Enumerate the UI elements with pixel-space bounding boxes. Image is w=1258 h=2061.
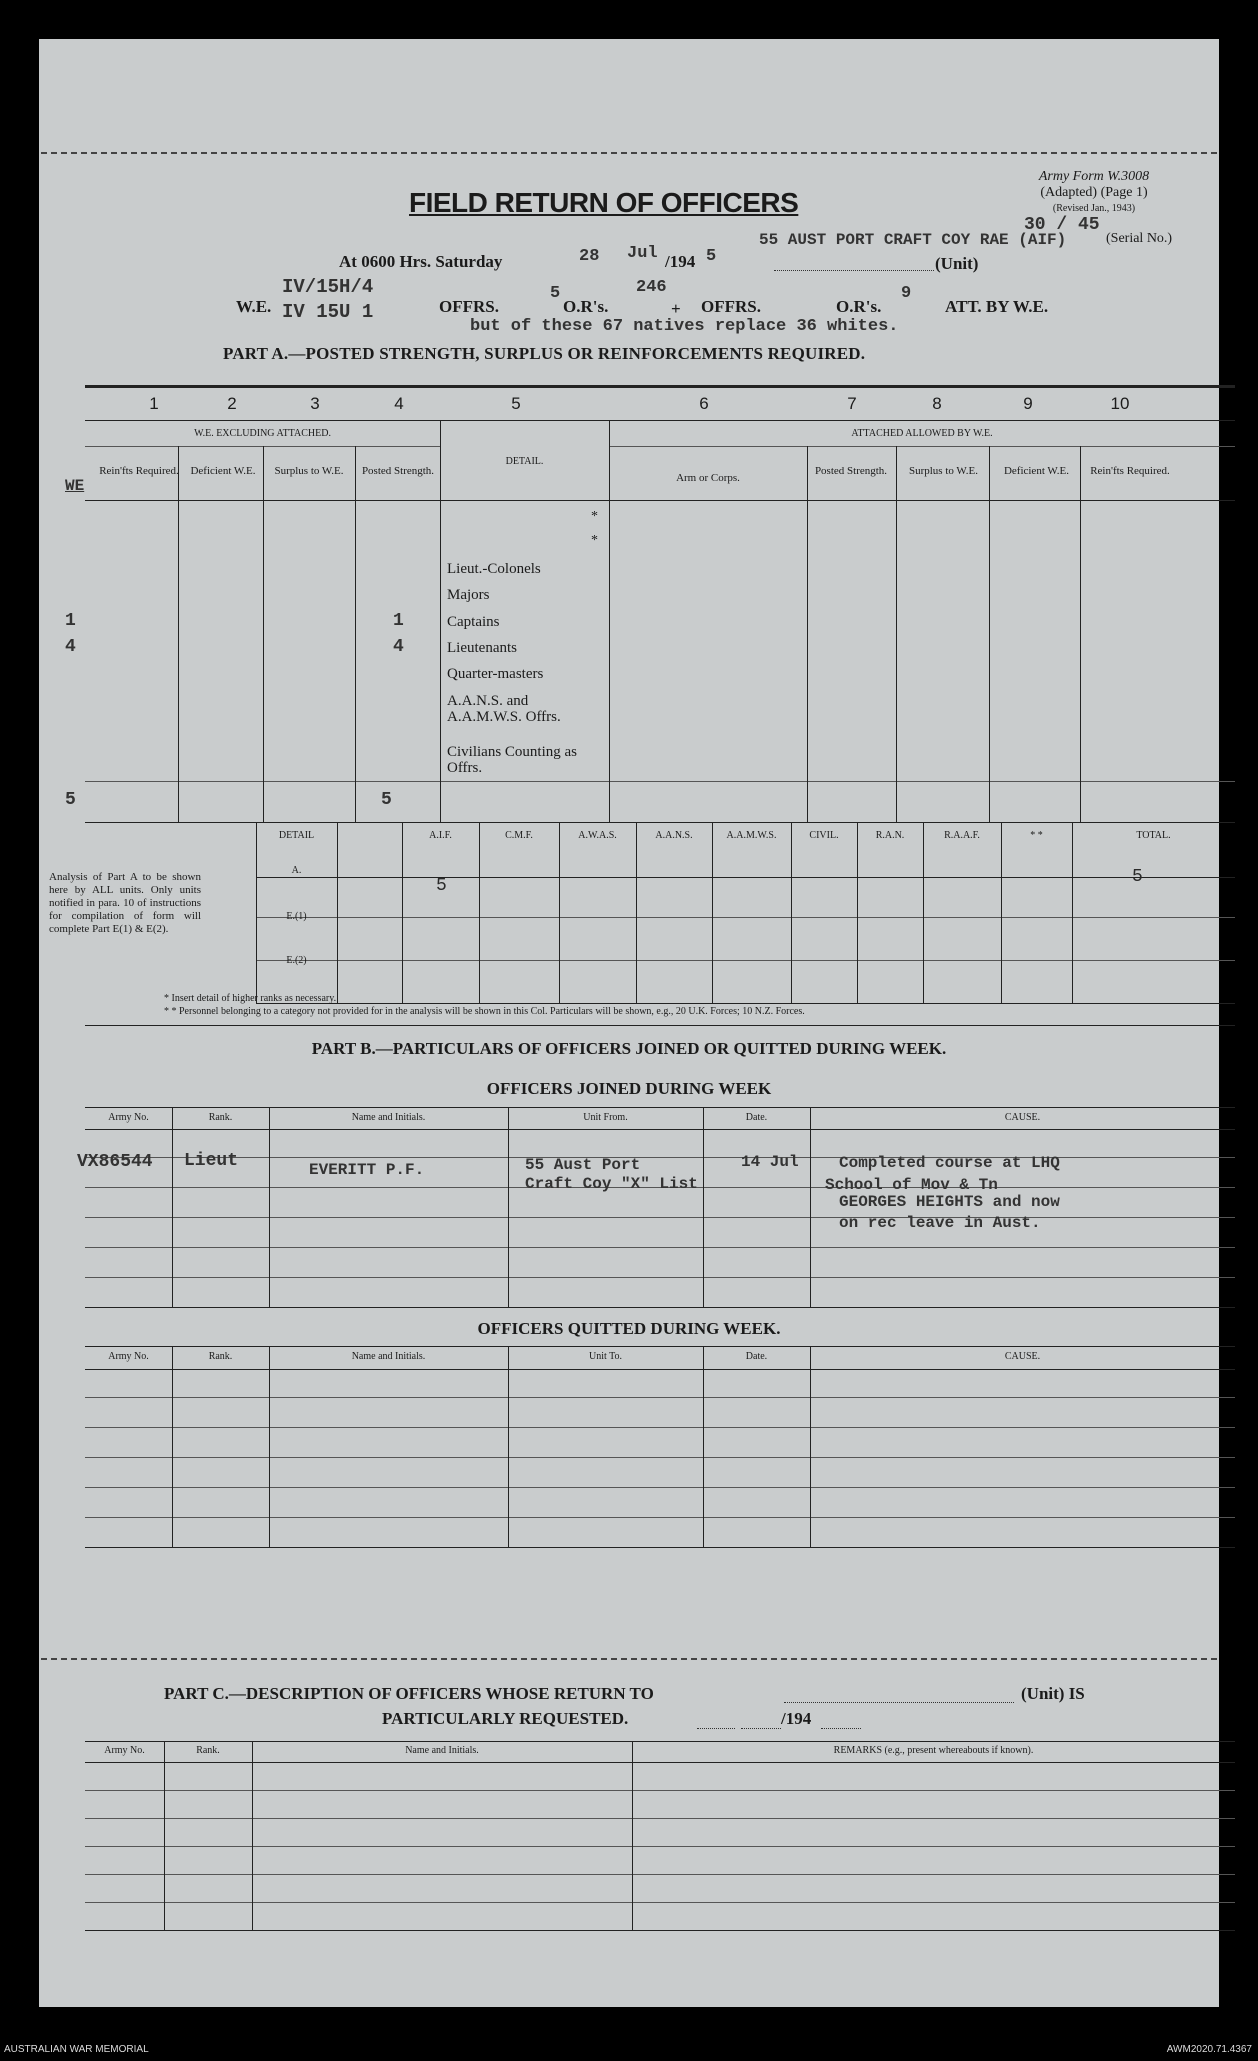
joined-heading: OFFICERS JOINED DURING WEEK	[486, 1079, 772, 1098]
table-rule	[85, 1247, 1235, 1248]
part-c-particularly-requested: PARTICULARLY REQUESTED.	[382, 1709, 629, 1728]
table-column-rule	[636, 823, 637, 1003]
we-handwritten-mark: WE	[65, 477, 85, 495]
analysis-aif-header: A.I.F.	[429, 830, 452, 841]
joined-army-no-header: Army No.	[108, 1112, 149, 1123]
table-column-rule	[172, 1107, 173, 1307]
natives-note: but of these 67 natives replace 36 whites.	[470, 317, 899, 336]
we-label: W.E.	[236, 297, 272, 316]
captains-reinforcements: 1	[65, 611, 76, 631]
table-rule	[85, 1217, 1235, 1218]
table-column-rule	[807, 446, 808, 822]
table-column-rule	[440, 420, 441, 822]
table-column-rule	[810, 1346, 811, 1547]
table-column-rule	[337, 823, 338, 1003]
table-rule	[256, 1003, 1235, 1004]
rank-majors: Majors	[447, 587, 490, 603]
analysis-ran-header: R.A.N.	[875, 830, 905, 841]
quitted-heading: OFFICERS QUITTED DURING WEEK.	[477, 1319, 781, 1338]
footnote-higher-ranks: * Insert detail of higher ranks as necessary.	[164, 993, 337, 1004]
table-column-rule	[923, 823, 924, 1003]
table-rule	[85, 1790, 1235, 1791]
table-column-rule	[508, 1107, 509, 1307]
part-c-rank-header: Rank.	[196, 1745, 220, 1756]
attached-posted-strength-header: Posted Strength.	[814, 465, 888, 477]
col-number: 1	[149, 394, 159, 413]
table-column-rule	[269, 1346, 270, 1547]
table-column-rule	[164, 1741, 165, 1930]
higher-rank-asterisk: *	[591, 533, 598, 548]
table-rule	[85, 1547, 1235, 1548]
table-column-rule	[857, 823, 858, 1003]
table-rule	[85, 1157, 1235, 1158]
ors-value: 246	[636, 278, 667, 297]
captains-posted: 1	[393, 611, 404, 631]
attached-surplus-header: Surplus to W.E.	[908, 465, 979, 477]
joined-cause-line-4: on rec leave in Aust.	[839, 1214, 1041, 1232]
col-number: 8	[932, 394, 942, 413]
ors-label-2: O.R's.	[836, 297, 882, 316]
unit-dotted-line	[774, 270, 934, 271]
part-c-year-label: /194	[781, 1709, 812, 1728]
surplus-header: Surplus to W.E.	[274, 465, 344, 477]
table-column-rule	[1080, 446, 1081, 822]
table-rule	[85, 1346, 1235, 1347]
quitted-unit-to-header: Unit To.	[588, 1351, 622, 1362]
joined-cause-line-1: Completed course at LHQ	[839, 1154, 1060, 1172]
we-excluding-header: W.E. EXCLUDING ATTACHED.	[194, 428, 331, 439]
table-rule	[85, 1846, 1235, 1847]
table-column-rule	[712, 823, 713, 1003]
part-c-month-dotted-line	[741, 1728, 781, 1729]
joined-unit-line-2: Craft Coy "X" List	[525, 1175, 698, 1193]
joined-unit-from-header: Unit From.	[583, 1112, 628, 1123]
analysis-cmf-header: C.M.F.	[505, 830, 533, 841]
col-number: 9	[1023, 394, 1033, 413]
we-value-1: IV/15H/4	[282, 276, 374, 298]
date-year-prefix: /194	[665, 252, 696, 271]
perforation-top	[41, 152, 1217, 154]
table-column-rule	[791, 823, 792, 1003]
rank-captains: Captains	[447, 614, 500, 630]
part-b-heading: PART B.—PARTICULARS OF OFFICERS JOINED OR QUITTED DURING WEEK.	[311, 1039, 947, 1058]
arm-or-corps-header: Arm or Corps.	[676, 472, 740, 484]
table-column-rule	[508, 1346, 509, 1547]
table-rule	[85, 1457, 1235, 1458]
part-c-heading: PART C.—DESCRIPTION OF OFFICERS WHOSE RETURN TO	[164, 1684, 654, 1703]
attached-deficient-header: Deficient W.E.	[1003, 465, 1070, 477]
col-number: 6	[699, 394, 709, 413]
table-column-rule	[896, 446, 897, 822]
analysis-detail-header: DETAIL	[278, 830, 315, 841]
rank-quarter-masters: Quarter-masters	[447, 666, 544, 682]
joined-cause-line-2: School of Mov & Tn	[825, 1176, 998, 1194]
date-year-suffix: 5	[706, 247, 717, 266]
table-rule	[85, 1517, 1235, 1518]
part-c-army-no-header: Army No.	[104, 1745, 145, 1756]
revised-note: (Revised Jan., 1943)	[1052, 203, 1136, 214]
analysis-row-e1: E.(1)	[286, 911, 307, 922]
lieutenants-reinforcements: 4	[65, 637, 76, 657]
analysis-aamws-header: A.A.M.W.S.	[726, 830, 777, 841]
joined-rank-header: Rank.	[208, 1112, 233, 1123]
table-rule	[85, 1397, 1235, 1398]
footer-accession-number: AWM2020.71.4367	[1166, 2044, 1252, 2055]
rank-civilians: Civilians Counting as Offrs.	[447, 744, 578, 776]
table-column-rule	[989, 446, 990, 822]
date-day: 28	[579, 247, 600, 266]
table-column-rule	[172, 1346, 173, 1547]
analysis-awas-header: A.W.A.S.	[578, 830, 617, 841]
at-time-label: At 0600 Hrs. Saturday	[339, 252, 503, 271]
quitted-cause-header: CAUSE.	[1004, 1351, 1041, 1362]
table-column-rule	[355, 446, 356, 822]
unit-label: (Unit)	[935, 254, 979, 273]
table-rule	[609, 446, 1235, 447]
we-value-2: IV 15U 1	[282, 301, 374, 323]
table-rule	[85, 1874, 1235, 1875]
analysis-note: Analysis of Part A to be shown here by ALL units. Only units notified in para. 10 of instructions for compilation of form will complete Part E(1) & E(2).	[49, 871, 201, 935]
total-reinforcements: 5	[65, 790, 76, 810]
higher-rank-asterisk: *	[591, 509, 598, 524]
table-rule	[85, 1307, 1235, 1308]
adapted-note: (Adapted) (Page 1)	[1040, 185, 1148, 200]
section-divider	[85, 1025, 1235, 1026]
table-rule	[85, 1369, 1235, 1370]
part-c-unit-label: (Unit) IS	[1021, 1684, 1085, 1703]
quitted-date-header: Date.	[745, 1351, 768, 1362]
table-rule	[85, 1818, 1235, 1819]
joined-name-header: Name and Initials.	[351, 1112, 426, 1123]
quitted-name-header: Name and Initials.	[351, 1351, 426, 1362]
joined-rank: Lieut	[184, 1151, 239, 1171]
table-column-rule	[1001, 823, 1002, 1003]
table-column-rule	[632, 1741, 633, 1930]
analysis-raaf-header: R.A.A.F.	[944, 830, 980, 841]
posted-strength-header: Posted Strength.	[361, 465, 435, 477]
unit-value: 55 AUST PORT CRAFT COY RAE (AIF)	[759, 231, 1067, 249]
quitted-army-no-header: Army No.	[108, 1351, 149, 1362]
table-rule	[85, 500, 1235, 501]
table-column-rule	[402, 823, 403, 1003]
table-column-rule	[559, 823, 560, 1003]
table-column-rule	[479, 823, 480, 1003]
table-rule	[85, 1902, 1235, 1903]
table-column-rule	[269, 1107, 270, 1307]
perforation-bottom	[41, 1658, 1217, 1660]
quitted-rank-header: Rank.	[208, 1351, 233, 1362]
table-column-rule	[810, 1107, 811, 1307]
total-posted: 5	[381, 790, 392, 810]
ors-label: O.R's.	[563, 297, 609, 316]
joined-date-header: Date.	[745, 1112, 768, 1123]
col-number: 7	[847, 394, 857, 413]
joined-name: EVERITT P.F.	[309, 1161, 425, 1179]
table-column-rule	[703, 1346, 704, 1547]
form-page	[39, 39, 1219, 2007]
serial-label: (Serial No.)	[1106, 231, 1173, 246]
rank-lieutenants: Lieutenants	[447, 640, 517, 656]
table-rule	[85, 1487, 1235, 1488]
offrs-label: OFFRS.	[439, 297, 499, 316]
joined-cause-header: CAUSE.	[1004, 1112, 1041, 1123]
footnote-other-personnel: * * Personnel belonging to a category not provided for in the analysis will be shown in this Col. Particulars will be shown, e.g., 20 U.K. Forces; 10 N.Z. Forces.	[164, 1006, 805, 1017]
table-rule	[85, 1762, 1235, 1763]
table-rule	[85, 420, 1235, 421]
table-rule	[85, 1930, 1235, 1931]
joined-cause-line-3: GEORGES HEIGHTS and now	[839, 1193, 1060, 1211]
col-number: 5	[511, 394, 521, 413]
col-number: 10	[1110, 394, 1130, 413]
part-c-year-dotted-line	[821, 1728, 861, 1729]
plus-sign: +	[671, 299, 681, 318]
offrs-label-2: OFFRS.	[701, 297, 761, 316]
part-c-remarks-header: REMARKS (e.g., present whereabouts if known).	[833, 1745, 1034, 1756]
attached-reinforcements-header: Rein'fts Required.	[1090, 465, 1170, 477]
analysis-aans-header: A.A.N.S.	[655, 830, 693, 841]
form-number-block	[984, 169, 1204, 217]
rank-aans-aamws: A.A.N.S. and A.A.M.W.S. Offrs.	[447, 693, 561, 725]
table-rule	[85, 1741, 1235, 1742]
footer-credit: AUSTRALIAN WAR MEMORIAL	[4, 2044, 149, 2055]
attached-allowed-header: ATTACHED ALLOWED BY W.E.	[851, 428, 993, 439]
serial-value: 30 / 45	[1024, 215, 1100, 235]
part-c-unit-dotted-line	[784, 1702, 1014, 1703]
table-column-rule	[252, 1741, 253, 1930]
form-title: FIELD RETURN OF OFFICERS	[409, 187, 799, 218]
lieutenants-posted: 4	[393, 637, 404, 657]
ors-value-2: 9	[901, 284, 912, 303]
att-by-we-label: ATT. BY W.E.	[945, 297, 1049, 316]
rank-lieut-colonels: Lieut.-Colonels	[447, 561, 541, 577]
part-a-heading: PART A.—POSTED STRENGTH, SURPLUS OR REINFORCEMENTS REQUIRED.	[223, 344, 866, 363]
table-column-rule	[178, 446, 179, 822]
analysis-total-header: TOTAL.	[1136, 830, 1171, 841]
joined-date: 14 Jul	[741, 1153, 799, 1171]
table-rule	[85, 1277, 1235, 1278]
table-rule	[85, 1129, 1235, 1130]
part-c-name-header: Name and Initials.	[405, 1745, 479, 1756]
joined-army-no: VX86544	[77, 1152, 153, 1172]
table-rule	[85, 1427, 1235, 1428]
analysis-row-e2: E.(2)	[286, 955, 307, 966]
table-column-rule	[263, 446, 264, 822]
reinforcements-required-header: Rein'fts Required.	[99, 465, 179, 477]
col-number: 3	[310, 394, 320, 413]
table-rule	[85, 822, 1235, 823]
date-month: Jul	[627, 244, 658, 263]
col-number: 4	[394, 394, 404, 413]
detail-header: DETAIL.	[505, 456, 544, 467]
table-rule	[85, 781, 1235, 782]
analysis-other-header: * *	[1030, 830, 1043, 841]
table-column-rule	[1072, 823, 1073, 1003]
offrs-value: 5	[550, 284, 561, 303]
part-c-day-dotted-line	[697, 1728, 735, 1729]
analysis-total-a-value: 5	[1132, 867, 1143, 887]
army-form-number: Army Form W.3008	[1038, 169, 1150, 184]
analysis-aif-a-value: 5	[436, 876, 447, 896]
deficient-header: Deficient W.E.	[190, 465, 256, 477]
table-rule	[85, 385, 1235, 388]
joined-unit-line-1: 55 Aust Port	[525, 1156, 641, 1174]
col-number: 2	[227, 394, 237, 413]
analysis-civil-header: CIVIL.	[809, 830, 839, 841]
table-column-rule	[703, 1107, 704, 1307]
table-rule	[85, 1107, 1235, 1108]
analysis-row-a: A.	[291, 865, 302, 876]
